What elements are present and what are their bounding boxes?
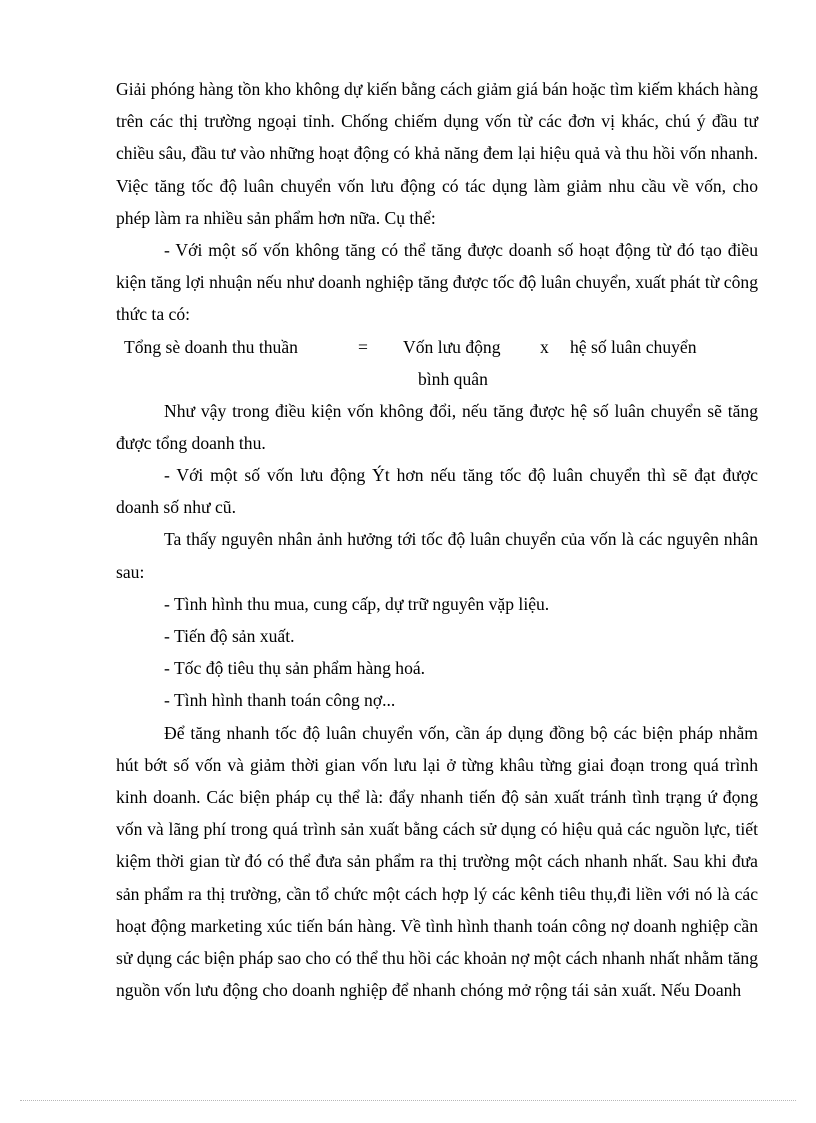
paragraph-3: Như vậy trong điều kiện vốn không đổi, nếu tăng được hệ số luân chuyển sẽ tăng được tổng doanh thu. xyxy=(116,400,758,453)
paragraph-1: Giải phóng hàng tồn kho không dự kiến bằng cách giảm giá bán hoặc tìm kiếm khách hàng trên các thị trường ngoại tỉnh. Chống chiếm dụng vốn từ các đơn vị khác, chú ý đầu tư chiều sâu, đầu tư vào những hoạt động có khả năng đem lại hiệu quả và thu hồi vốn nhanh. Việc tăng tốc độ luân chuyển vốn lưu động có tác dụng làm giảm nhu cầu về vốn, cho phép làm ra nhiều sản phẩm hơn nữa. Cụ thể: xyxy=(116,79,758,228)
formula-left: Tổng sè doanh thu thuần xyxy=(124,336,298,357)
formula-right: hệ số luân chuyển xyxy=(570,336,697,357)
document-body xyxy=(116,73,758,1006)
formula-times: x xyxy=(540,336,549,357)
cause-list xyxy=(116,588,758,717)
page-footer-divider xyxy=(20,1100,796,1101)
formula-middle: Vốn lưu động xyxy=(403,336,501,357)
paragraph-2: - Với một số vốn không tăng có thể tăng được doanh số hoạt động từ đó tạo điều kiện tăng lợi nhuận nếu như doanh nghiệp tăng được tốc độ luân chuyển, xuất phát từ công thức ta có: xyxy=(116,240,758,325)
paragraph-4: - Với một số vốn lưu động Ýt hơn nếu tăng tốc độ luân chuyển thì sẽ đạt được doanh số như cũ. xyxy=(116,465,758,518)
paragraph-5: Ta thấy nguyên nhân ảnh hưởng tới tốc độ luân chuyển của vốn là các nguyên nhân sau: xyxy=(116,529,758,582)
formula-block xyxy=(116,331,758,395)
list-item: - Tình hình thu mua, cung cấp, dự trữ nguyên vặp liệu. xyxy=(164,593,550,614)
list-item: - Tình hình thanh toán công nợ... xyxy=(164,690,396,711)
formula-below: bình quân xyxy=(418,368,488,389)
list-item: - Tiến độ sản xuất. xyxy=(164,626,295,647)
list-item: - Tốc độ tiêu thụ sản phẩm hàng hoá. xyxy=(164,658,426,679)
formula-equals: = xyxy=(358,336,368,357)
paragraph-6: Để tăng nhanh tốc độ luân chuyển vốn, cần áp dụng đồng bộ các biện pháp nhằm hút bớt số vốn và giảm thời gian vốn lưu lại ở từng khâu từng giai đoạn trong quá trình kinh doanh. Các biện pháp cụ thể là: đẩy nhanh tiến độ sản xuất tránh tình trạng ứ đọng vốn và lãng phí trong quá trình sản xuất bằng cách sử dụng có hiệu quả các nguồn lực, tiết kiệm thời gian từ đó có thể đưa sản phẩm ra thị trường một cách nhanh nhất. Sau khi đưa sản phẩm ra thị trường, cần tổ chức một cách hợp lý các kênh tiêu thụ,đi liền với nó là các hoạt động marketing xúc tiến bán hàng. Về tình hình thanh toán công nợ doanh nghiệp cần sử dụng các biện pháp sao cho có thể thu hồi các khoản nợ một cách nhanh nhất nhằm tăng nguồn vốn lưu động cho doanh nghiệp để nhanh chóng mở rộng tái sản xuất. Nếu Doanh xyxy=(116,722,758,1001)
